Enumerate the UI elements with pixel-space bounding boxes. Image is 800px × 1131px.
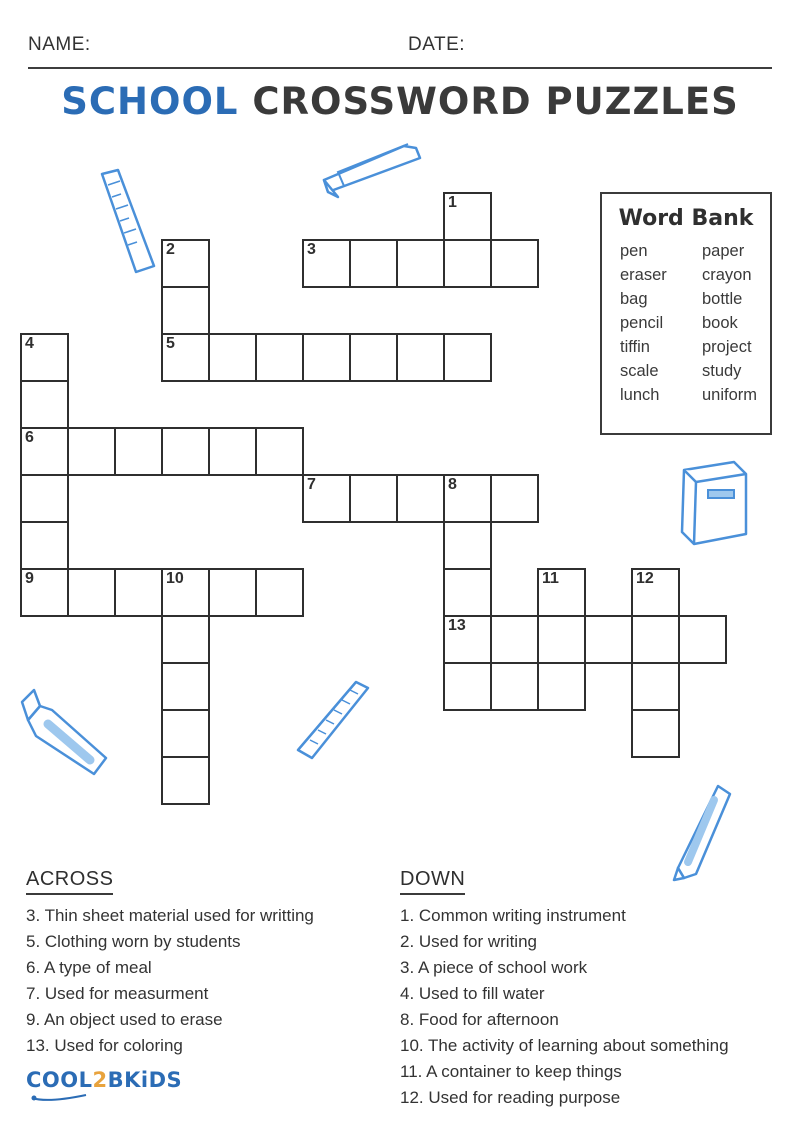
crossword-cell[interactable] (255, 333, 304, 382)
word-bank (600, 192, 772, 435)
pencil-icon-top (316, 142, 426, 204)
page-title-word2: CROSSWORD PUZZLES (252, 80, 739, 123)
crossword-cell[interactable] (161, 239, 210, 288)
crossword-cell[interactable] (20, 333, 69, 382)
word-bank-word: pencil (620, 314, 664, 332)
crossword-cell[interactable] (443, 474, 492, 523)
crossword-cell[interactable] (67, 568, 116, 617)
down-clue-list (400, 903, 774, 1111)
crossword-cell[interactable] (255, 568, 304, 617)
word-bank-word: uniform (702, 386, 758, 404)
crossword-cell[interactable] (631, 568, 680, 617)
crossword-cell[interactable] (20, 380, 69, 429)
crossword-cell-number: 13 (448, 617, 466, 634)
clue-item: 8. Food for afternoon (400, 1010, 559, 1029)
clue-item: 6. A type of meal (26, 958, 152, 977)
crossword-cell-number: 4 (25, 335, 34, 352)
crossword-cell[interactable] (208, 568, 257, 617)
clue-item: 1. Common writing instrument (400, 906, 626, 925)
crossword-cell[interactable] (255, 427, 304, 476)
word-bank-word: lunch (620, 386, 660, 404)
crossword-cell[interactable] (443, 333, 492, 382)
crossword-cell[interactable] (443, 192, 492, 241)
word-bank-word: bottle (702, 290, 743, 308)
clue-item: 12. Used for reading purpose (400, 1088, 621, 1107)
across-heading: ACROSS (26, 868, 113, 895)
crossword-cell[interactable] (161, 615, 210, 664)
word-bank-list (602, 239, 770, 407)
crossword-cell[interactable] (584, 615, 633, 664)
across-clue-list (26, 903, 400, 1059)
crossword-cell[interactable] (161, 709, 210, 758)
crossword-cell[interactable] (443, 615, 492, 664)
ruler-icon (78, 168, 170, 278)
set-square-icon (288, 676, 380, 768)
word-bank-word: tiffin (620, 338, 650, 356)
crossword-cell-number: 5 (166, 335, 175, 352)
crossword-cell[interactable] (161, 662, 210, 711)
book-icon (672, 456, 756, 552)
crossword-cell[interactable] (161, 333, 210, 382)
brand-logo (26, 1068, 182, 1092)
crossword-cell-number: 7 (307, 476, 316, 493)
crossword-cell[interactable] (161, 286, 210, 335)
crossword-cell[interactable] (302, 239, 351, 288)
word-bank-word: project (702, 338, 752, 356)
crossword-cell-number: 8 (448, 476, 457, 493)
clue-item: 3. Thin sheet material used for writting (26, 906, 314, 925)
crossword-cell[interactable] (302, 333, 351, 382)
crossword-cell[interactable] (490, 615, 539, 664)
page-title (0, 80, 800, 123)
crossword-cell[interactable] (631, 709, 680, 758)
crossword-cell-number: 2 (166, 241, 175, 258)
crossword-cell[interactable] (349, 239, 398, 288)
crossword-cell-number: 11 (542, 570, 559, 587)
worksheet-header (28, 34, 772, 56)
crossword-cell[interactable] (349, 333, 398, 382)
crossword-cell[interactable] (631, 615, 680, 664)
clue-item: 7. Used for measurment (26, 984, 209, 1003)
logo-part3: BKiDS (107, 1068, 183, 1092)
header-divider (28, 67, 772, 69)
crossword-cell-number: 3 (307, 241, 316, 258)
crossword-cell[interactable] (114, 427, 163, 476)
crossword-cell[interactable] (443, 662, 492, 711)
crossword-cell[interactable] (678, 615, 727, 664)
clue-item: 2. Used for writing (400, 932, 537, 951)
clue-item: 11. A container to keep things (400, 1062, 622, 1081)
word-bank-word: study (702, 362, 742, 380)
logo-part2: 2 (92, 1068, 108, 1092)
crossword-cell-number: 12 (636, 570, 654, 587)
down-column (400, 868, 774, 1111)
crayon-icon (14, 684, 118, 790)
crossword-cell[interactable] (396, 474, 445, 523)
crossword-cell[interactable] (349, 474, 398, 523)
word-bank-word: book (702, 314, 738, 332)
clue-item: 3. A piece of school work (400, 958, 588, 977)
crossword-cell[interactable] (20, 474, 69, 523)
clue-item: 13. Used for coloring (26, 1036, 183, 1055)
crossword-cell[interactable] (443, 239, 492, 288)
crossword-cell[interactable] (161, 756, 210, 805)
crossword-cell[interactable] (443, 521, 492, 570)
down-heading: DOWN (400, 868, 465, 895)
crossword-cell[interactable] (490, 662, 539, 711)
crossword-cell[interactable] (67, 427, 116, 476)
crossword-cell-number: 10 (166, 570, 184, 587)
word-bank-word: paper (702, 242, 745, 260)
crossword-cell[interactable] (114, 568, 163, 617)
word-bank-word: bag (620, 290, 648, 308)
crossword-cell-number: 6 (25, 429, 34, 446)
word-bank-word: pen (620, 242, 648, 260)
page-title-word1: SCHOOL (61, 80, 239, 123)
clue-item: 4. Used to fill water (400, 984, 545, 1003)
crossword-cell[interactable] (490, 474, 539, 523)
clue-item: 9. An object used to erase (26, 1010, 223, 1029)
crossword-cell-number: 1 (448, 194, 457, 211)
crossword-cell[interactable] (161, 568, 210, 617)
logo-swoosh-icon (30, 1092, 90, 1102)
crossword-cell[interactable] (20, 568, 69, 617)
clue-item: 10. The activity of learning about something (400, 1036, 729, 1055)
crossword-cell[interactable] (20, 427, 69, 476)
crossword-cell[interactable] (396, 333, 445, 382)
crossword-cell[interactable] (537, 662, 586, 711)
crossword-cell[interactable] (208, 333, 257, 382)
crossword-cell[interactable] (631, 662, 680, 711)
name-label: NAME: (28, 34, 91, 55)
crossword-cell[interactable] (161, 427, 210, 476)
crossword-cell[interactable] (490, 239, 539, 288)
date-label: DATE: (408, 34, 466, 55)
crossword-cell-number: 9 (25, 570, 34, 587)
logo-part1: COOL (26, 1068, 93, 1092)
word-bank-word: eraser (620, 266, 667, 284)
word-bank-heading: Word Bank (618, 206, 754, 231)
crossword-cell[interactable] (20, 521, 69, 570)
crossword-cell[interactable] (537, 568, 586, 617)
word-bank-word: scale (620, 362, 659, 380)
crossword-cell[interactable] (208, 427, 257, 476)
crossword-cell[interactable] (302, 474, 351, 523)
crossword-cell[interactable] (537, 615, 586, 664)
word-bank-word: crayon (702, 266, 752, 284)
crossword-cell[interactable] (396, 239, 445, 288)
clue-item: 5. Clothing worn by students (26, 932, 241, 951)
crossword-cell[interactable] (443, 568, 492, 617)
